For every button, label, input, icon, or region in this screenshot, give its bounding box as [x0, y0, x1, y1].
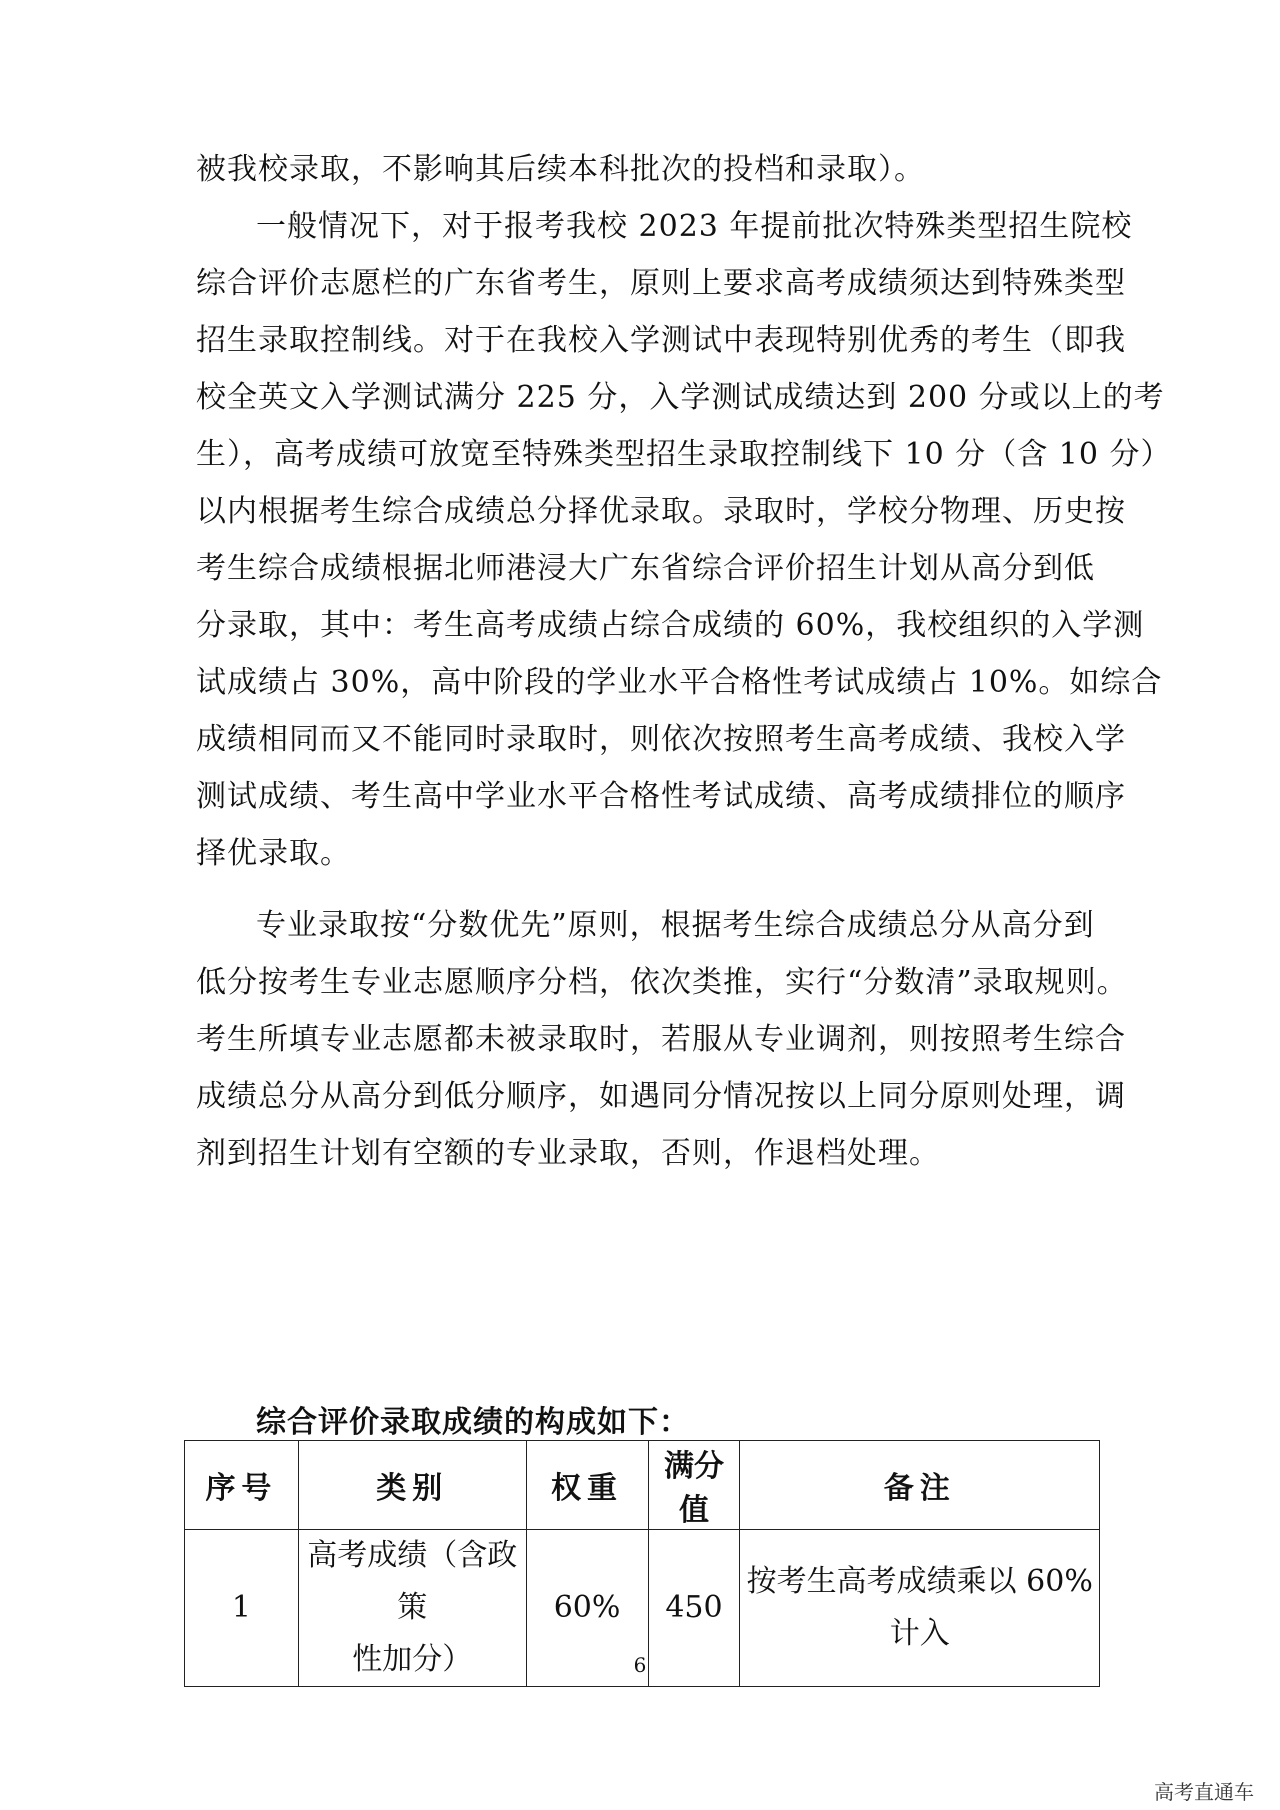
paragraph-line: 专业录取按“分数优先”原则，根据考生综合成绩总分从高分到 — [256, 908, 1095, 943]
table-header-row — [185, 1441, 1100, 1530]
header-note: 备注 — [740, 1441, 1100, 1530]
paragraph-line: 成绩总分从高分到低分顺序，如遇同分情况按以上同分原则处理，调 — [196, 1079, 1126, 1114]
paragraph-line: 低分按考生专业志愿顺序分档，依次类推，实行“分数清”录取规则。 — [196, 965, 1128, 1000]
paragraph-line: 生），高考成绩可放宽至特殊类型招生录取控制线下 10 分（含 10 分） — [196, 437, 1172, 472]
paragraph-line: 考生所填专业志愿都未被录取时，若服从专业调剂，则按照考生综合 — [196, 1022, 1126, 1057]
paragraph-line: 被我校录取，不影响其后续本科批次的投档和录取）。 — [196, 152, 925, 187]
cell-category-line1: 高考成绩（含政策 — [307, 1538, 518, 1625]
paragraph-line: 成绩相同而又不能同时录取时，则依次按照考生高考成绩、我校入学 — [196, 722, 1126, 757]
paragraph-line: 一般情况下，对于报考我校 2023 年提前批次特殊类型招生院校 — [256, 209, 1133, 244]
cell-weight: 60% — [526, 1530, 648, 1687]
header-full-score: 满分值 — [648, 1441, 740, 1530]
cell-serial: 1 — [185, 1530, 299, 1687]
page-number: 6 — [633, 1653, 647, 1677]
paragraph-line: 考生综合成绩根据北师港浸大广东省综合评价招生计划从高分到低 — [196, 551, 1095, 586]
score-composition-table — [184, 1440, 1100, 1687]
paragraph-line: 综合评价志愿栏的广东省考生，原则上要求高考成绩须达到特殊类型 — [196, 266, 1126, 301]
paragraph-line: 试成绩占 30%，高中阶段的学业水平合格性考试成绩占 10%。如综合 — [196, 665, 1163, 700]
paragraph-line: 剂到招生计划有空额的专业录取，否则，作退档处理。 — [196, 1136, 940, 1171]
paragraph-line: 测试成绩、考生高中学业水平合格性考试成绩、高考成绩排位的顺序 — [196, 779, 1126, 814]
paragraph-line: 招生录取控制线。对于在我校入学测试中表现特别优秀的考生（即我 — [196, 323, 1126, 358]
cell-full-score: 450 — [648, 1530, 740, 1687]
cell-note-line1: 按考生高考成绩乘以 60% — [746, 1564, 1093, 1599]
paragraph-line: 分录取，其中：考生高考成绩占综合成绩的 60%，我校组织的入学测 — [196, 608, 1145, 643]
watermark-text: 高考直通车 — [1154, 1780, 1254, 1804]
paragraph-line: 校全英文入学测试满分 225 分，入学测试成绩达到 200 分或以上的考 — [196, 380, 1165, 415]
table-caption: 综合评价录取成绩的构成如下： — [256, 1405, 690, 1440]
paragraph-line: 择优录取。 — [196, 836, 351, 871]
header-serial: 序号 — [185, 1441, 299, 1530]
cell-note-line2: 计入 — [889, 1616, 950, 1651]
cell-category-line2: 性加分） — [352, 1642, 473, 1677]
header-weight: 权重 — [526, 1441, 648, 1530]
paragraph-line: 以内根据考生综合成绩总分择优录取。录取时，学校分物理、历史按 — [196, 494, 1126, 529]
header-category: 类别 — [298, 1441, 526, 1530]
